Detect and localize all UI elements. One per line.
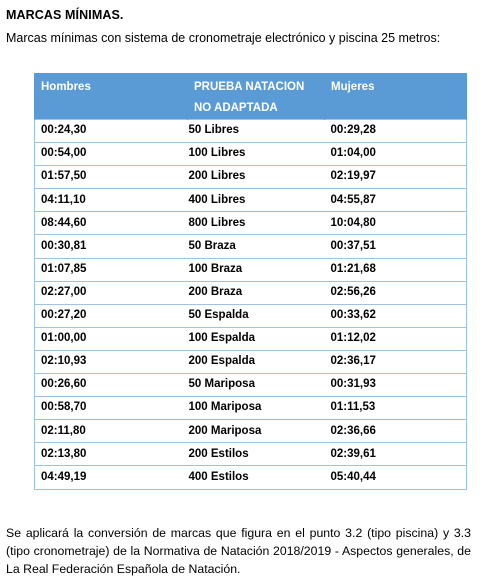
table-row xyxy=(35,258,467,281)
header-women: Mujeres xyxy=(325,73,467,120)
cell-men-time: 02:11,80 xyxy=(35,420,188,443)
cell-men-time: 01:07,85 xyxy=(35,258,188,281)
cell-event: 200 Espalda xyxy=(188,350,325,373)
table-row xyxy=(35,143,467,166)
cell-women-time: 00:33,62 xyxy=(325,304,467,327)
table-row xyxy=(35,350,467,373)
cell-men-time: 00:58,70 xyxy=(35,397,188,420)
cell-event: 100 Espalda xyxy=(188,327,325,350)
cell-event: 100 Braza xyxy=(188,258,325,281)
cell-event: 400 Libres xyxy=(188,189,325,212)
cell-event: 200 Mariposa xyxy=(188,420,325,443)
cell-women-time: 02:36,17 xyxy=(325,350,467,373)
cell-men-time: 00:27,20 xyxy=(35,304,188,327)
cell-women-time: 01:04,00 xyxy=(325,143,467,166)
document-subheading: Marcas mínimas con sistema de cronometraje electrónico y piscina 25 metros: xyxy=(6,31,441,45)
cell-women-time: 02:36,66 xyxy=(325,420,467,443)
cell-event: 200 Libres xyxy=(188,166,325,189)
table-header-row xyxy=(35,73,467,120)
cell-event: 200 Braza xyxy=(188,281,325,304)
cell-men-time: 01:57,50 xyxy=(35,166,188,189)
table-row xyxy=(35,189,467,212)
cell-event: 100 Mariposa xyxy=(188,397,325,420)
cell-event: 50 Espalda xyxy=(188,304,325,327)
cell-men-time: 01:00,00 xyxy=(35,327,188,350)
cell-women-time: 10:04,80 xyxy=(325,212,467,235)
table-row xyxy=(35,374,467,397)
header-men: Hombres xyxy=(35,73,188,120)
table-row xyxy=(35,281,467,304)
table-row xyxy=(35,443,467,466)
cell-event: 400 Estilos xyxy=(188,466,325,489)
document-footnote: Se aplicará la conversión de marcas que figura en el punto 3.2 (tipo piscina) y 3.3 (tipo cronometraje) de la Normativa de Natación 2018/2019 - Aspectos generales, de La Real Federación Española de Natación. xyxy=(6,526,471,576)
cell-men-time: 02:10,93 xyxy=(35,350,188,373)
table-row xyxy=(35,397,467,420)
cell-men-time: 04:11,10 xyxy=(35,189,188,212)
cell-men-time: 02:27,00 xyxy=(35,281,188,304)
cell-women-time: 00:31,93 xyxy=(325,374,467,397)
table-row xyxy=(35,212,467,235)
cell-women-time: 01:21,68 xyxy=(325,258,467,281)
cell-men-time: 00:54,00 xyxy=(35,143,188,166)
cell-women-time: 02:19,97 xyxy=(325,166,467,189)
table-row xyxy=(35,166,467,189)
document-heading: MARCAS MÍNIMAS. xyxy=(6,8,124,22)
cell-men-time: 08:44,60 xyxy=(35,212,188,235)
table-row xyxy=(35,466,467,489)
table-row xyxy=(35,235,467,258)
table-body xyxy=(35,120,467,490)
cell-men-time: 00:26,60 xyxy=(35,374,188,397)
cell-women-time: 02:39,61 xyxy=(325,443,467,466)
table-row xyxy=(35,120,467,143)
table-row xyxy=(35,304,467,327)
cell-men-time: 04:49,19 xyxy=(35,466,188,489)
cell-event: 800 Libres xyxy=(188,212,325,235)
cell-event: 50 Mariposa xyxy=(188,374,325,397)
cell-event: 50 Libres xyxy=(188,120,325,143)
cell-women-time: 01:11,53 xyxy=(325,397,467,420)
cell-women-time: 01:12,02 xyxy=(325,327,467,350)
cell-event: 200 Estilos xyxy=(188,443,325,466)
cell-men-time: 02:13,80 xyxy=(35,443,188,466)
cell-event: 50 Braza xyxy=(188,235,325,258)
cell-event: 100 Libres xyxy=(188,143,325,166)
cell-women-time: 04:55,87 xyxy=(325,189,467,212)
header-event: PRUEBA NATACION NO ADAPTADA xyxy=(188,73,325,120)
cell-men-time: 00:24,30 xyxy=(35,120,188,143)
table-row xyxy=(35,420,467,443)
cell-women-time: 00:29,28 xyxy=(325,120,467,143)
cell-women-time: 02:56,26 xyxy=(325,281,467,304)
table-header xyxy=(35,73,467,120)
cell-women-time: 05:40,44 xyxy=(325,466,467,489)
table-row xyxy=(35,327,467,350)
cell-women-time: 00:37,51 xyxy=(325,235,467,258)
minimum-times-table xyxy=(34,73,467,490)
cell-men-time: 00:30,81 xyxy=(35,235,188,258)
